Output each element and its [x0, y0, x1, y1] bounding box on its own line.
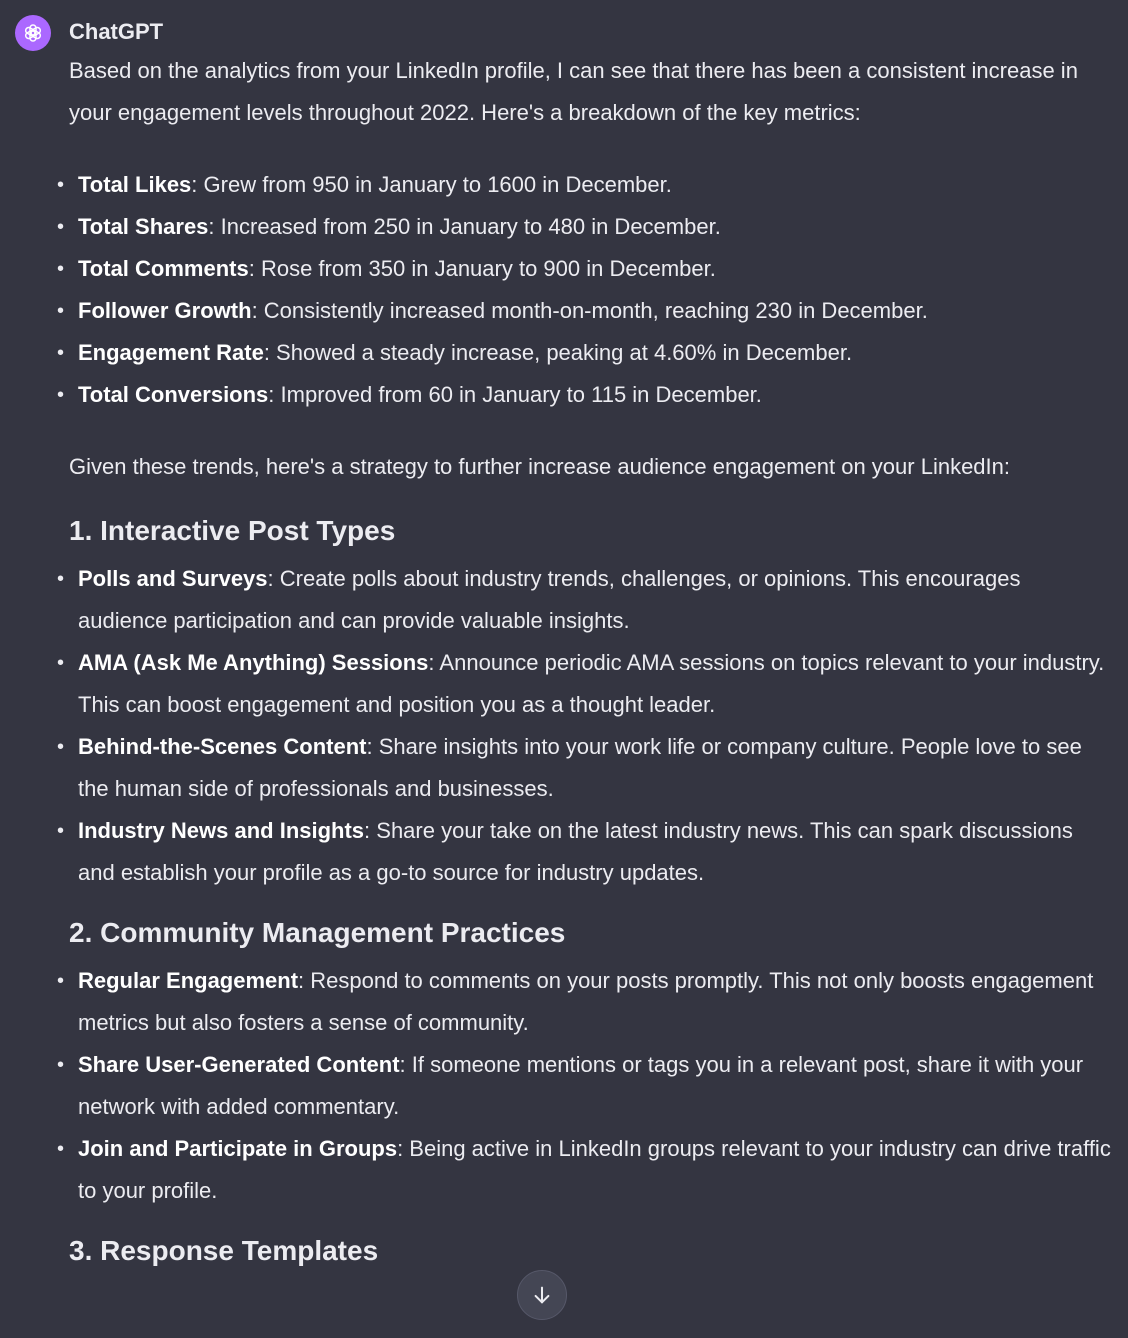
item-label: Behind-the-Scenes Content: [78, 734, 367, 759]
metric-text: : Showed a steady increase, peaking at 4.60% in December.: [263, 340, 853, 365]
item-label: AMA (Ask Me Anything) Sessions: [78, 650, 429, 675]
item-text: : Respond to comments on your posts promptly. This not only boosts engagement metrics but also fosters a sense of community.: [78, 968, 1094, 1035]
metric-text: : Grew from 950 in January to 1600 in December.: [191, 172, 672, 197]
list-item: [57, 642, 1114, 726]
item-text: : Share your take on the latest industry news. This can spark discussions and establish your profile as a go-to source for industry updates.: [78, 818, 1073, 885]
item-text: : Being active in LinkedIn groups relevant to your industry can drive traffic to your profile.: [78, 1136, 1111, 1203]
bullet-icon: •: [57, 1138, 65, 1160]
metric-label: Total Conversions: [78, 382, 269, 407]
bullet-icon: •: [57, 300, 65, 322]
avatar: [15, 15, 51, 51]
item-text: : Create polls about industry trends, challenges, or opinions. This encourages audience participation and can provide valuable insights.: [78, 566, 1021, 633]
metric-label: Engagement Rate: [78, 340, 264, 365]
scroll-to-bottom-button[interactable]: [517, 1270, 567, 1320]
bullet-icon: •: [57, 652, 65, 674]
item-text: : If someone mentions or tags you in a relevant post, share it with your network with added commentary.: [78, 1052, 1084, 1119]
list-item: [57, 726, 1114, 810]
section-heading: 1. Interactive Post Types: [69, 515, 396, 546]
metric-text: : Consistently increased month-on-month, reaching 230 in December.: [251, 298, 928, 323]
list-item: [57, 1128, 1114, 1212]
list-item: [57, 810, 1114, 894]
item-text: : Announce periodic AMA sessions on topics relevant to your industry. This can boost engagement and position you as a thought leader.: [78, 650, 1105, 717]
sender-name: ChatGPT: [69, 19, 164, 44]
bullet-icon: •: [57, 568, 65, 590]
bullet-icon: •: [57, 174, 65, 196]
list-item: [57, 164, 1114, 206]
metric-label: Total Likes: [78, 172, 192, 197]
metric-text: : Improved from 60 in January to 115 in December.: [268, 382, 762, 407]
metric-label: Follower Growth: [78, 298, 252, 323]
bullet-icon: •: [57, 342, 65, 364]
assistant-message: [57, 50, 1114, 1278]
section-list: [57, 960, 1114, 1212]
item-text: : Share insights into your work life or company culture. People love to see the human side of professionals and businesses.: [78, 734, 1082, 801]
bullet-icon: •: [57, 216, 65, 238]
list-item: [57, 206, 1114, 248]
bullet-icon: •: [57, 1054, 65, 1076]
item-label: Regular Engagement: [78, 968, 299, 993]
bullet-icon: •: [57, 820, 65, 842]
metric-label: Total Comments: [78, 256, 249, 281]
arrow-down-icon: [531, 1284, 553, 1306]
item-label: Share User-Generated Content: [78, 1052, 400, 1077]
list-item: [57, 1044, 1114, 1128]
metrics-list: [57, 164, 1114, 416]
section-list: [57, 558, 1114, 894]
list-item: [57, 960, 1114, 1044]
list-item: [57, 332, 1114, 374]
metric-text: : Increased from 250 in January to 480 in December.: [208, 214, 721, 239]
bullet-icon: •: [57, 258, 65, 280]
list-item: [57, 248, 1114, 290]
item-label: Industry News and Insights: [78, 818, 365, 843]
list-item: [57, 374, 1114, 416]
section-heading: 3. Response Templates: [69, 1235, 379, 1266]
metric-label: Total Shares: [78, 214, 209, 239]
list-item: [57, 558, 1114, 642]
section-heading: 2. Community Management Practices: [69, 917, 566, 948]
openai-logo-icon: [21, 21, 45, 45]
bullet-icon: •: [57, 384, 65, 406]
intro-paragraph: Based on the analytics from your LinkedIn profile, I can see that there has been a consistent increase in your engagement levels throughout 2022. Here's a breakdown of the key metrics:: [69, 58, 1078, 125]
item-label: Join and Participate in Groups: [78, 1136, 398, 1161]
metric-text: : Rose from 350 in January to 900 in December.: [248, 256, 716, 281]
item-label: Polls and Surveys: [78, 566, 268, 591]
list-item: [57, 290, 1114, 332]
bullet-icon: •: [57, 736, 65, 758]
bullet-icon: •: [57, 970, 65, 992]
strategy-intro: Given these trends, here's a strategy to further increase audience engagement on your LinkedIn:: [69, 454, 1010, 479]
